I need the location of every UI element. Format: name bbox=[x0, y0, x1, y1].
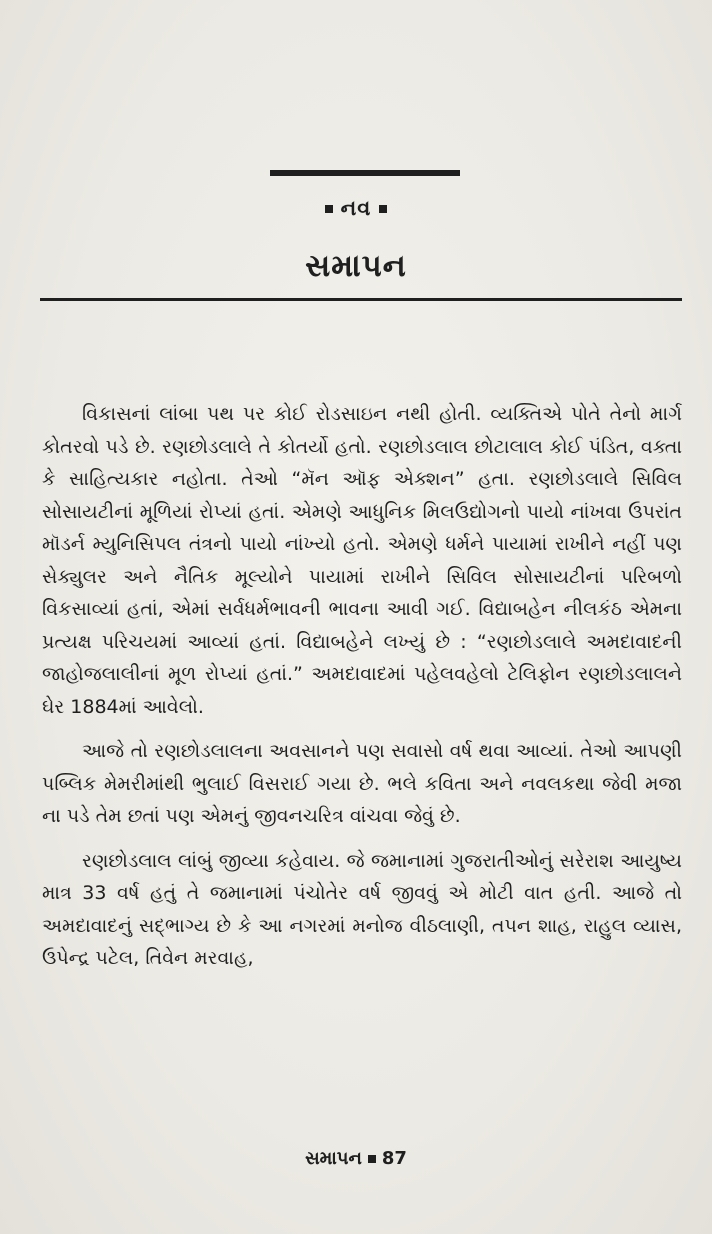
paragraph-2: આજે તો રણછોડલાલના અવસાનને પણ સવાસો વર્ષ થવા આવ્યાં. તેઓ આપણી પબ્લિક મેમરીમાંથી ભુલાઈ વિસરાઈ ગયા છે. ભલે કવિતા અને નવલકથા જેવી મજા ના પડે તેમ છતાં પણ એમનું જીવનચરિત્ર વાંચવા જેવું છે. bbox=[42, 740, 682, 827]
chapter-number-line bbox=[0, 196, 712, 221]
page-number: 87 bbox=[381, 1148, 407, 1169]
body-text bbox=[42, 398, 682, 987]
chapter-top-rule bbox=[270, 170, 460, 176]
bullet-square-icon bbox=[379, 205, 387, 213]
paragraph-1: વિકાસનાં લાંબા પથ પર કોઈ રોડસાઇન નથી હોતી. વ્યક્તિએ પોતે તેનો માર્ગ કોતરવો પડે છે. રણછોડલાલે તે કોતર્યો હતો. રણછોડલાલ છોટાલાલ કોઈ પંડિત, વક્તા કે સાહિત્યકાર નહોતા. તેઓ “મૅન ઑફ એક્શન” હતા. રણછોડલાલે સિવિલ સોસાયટીનાં મૂળિયાં રોપ્યાં હતાં. એમણે આધુનિક મિલઉદ્યોગનો પાયો નાંખવા ઉપરાંત મૉડર્ન મ્યુનિસિપલ તંત્રનો પાયો નાંખ્યો હતો. એમણે ધર્મને પાયામાં રાખીને નહીં પણ સેક્યુલર અને નૈતિક મૂલ્યોને પાયામાં રાખીને સિવિલ સોસાયટીનાં પરિબળો વિકસાવ્યાં હતાં, એમાં સર્વધર્મભાવની ભાવના આવી ગઈ. વિદ્યાબહેન નીલકંઠ એમના પ્રત્યક્ષ પરિચયમાં આવ્યાં હતાં. વિદ્યાબહેને લખ્યું છે : “રણછોડલાલે અમદાવાદની જાહોજલાલીનાં મૂળ રોપ્યાં હતાં.” અમદાવાદમાં પહેલવહેલો ટેલિફોન રણછોડલાલને ઘેર 1884માં આવેલો. bbox=[42, 403, 682, 718]
chapter-number: નવ bbox=[340, 196, 372, 220]
bullet-square-icon bbox=[368, 1155, 376, 1163]
footer-label: સમાપન bbox=[305, 1148, 362, 1169]
page-footer bbox=[0, 1148, 712, 1169]
bullet-square-icon bbox=[325, 205, 333, 213]
chapter-title: સમાપન bbox=[305, 248, 407, 284]
title-underline-rule bbox=[40, 298, 682, 301]
paragraph-3: રણછોડલાલ લાંબું જીવ્યા કહેવાય. જે જમાનામાં ગુજરાતીઓનું સરેરાશ આયુષ્ય માત્ર 33 વર્ષ હતું તે જમાનામાં પંચોતેર વર્ષ જીવવું એ મોટી વાત હતી. આજે તો અમદાવાદનું સદ્ભાગ્ય છે કે આ નગરમાં મનોજ વીઠલાણી, તપન શાહ, રાહુલ વ્યાસ, ઉપેન્દ્ર પટેલ, તિવેન મરવાહ, bbox=[42, 849, 682, 969]
